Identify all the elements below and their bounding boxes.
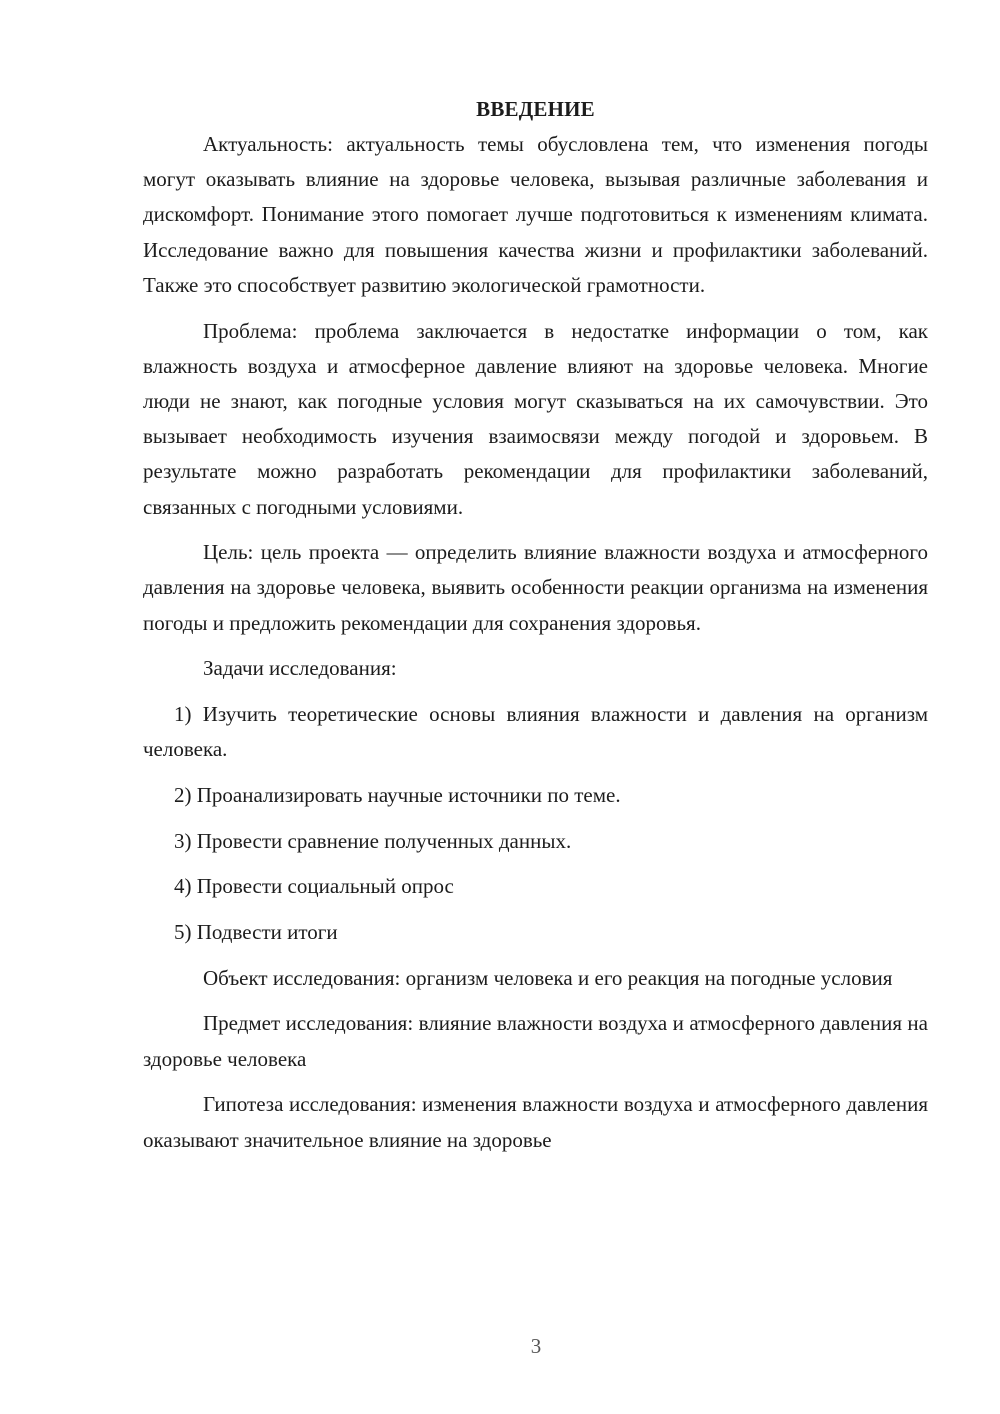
tasks-title: Задачи исследования: [203,656,397,681]
page-title: ВВЕДЕНИЕ [476,97,595,121]
task-item-5: 5) Подвести итоги [174,920,338,945]
task-item-1: 1) Изучить теоретические основы влияния влажности и давления на организм человека. [143,702,928,762]
goal-paragraph: Цель: цель проекта — определить влияние влажности воздуха и атмосферного давления на здоровье человека, выявить особенности реакции организма на изменения погоды и предложить рекомендации для сохранения здоровья. [143,540,928,635]
page-number: 3 [530,1334,542,1358]
subject-paragraph: Предмет исследования: влияние влажности воздуха и атмосферного давления на здоровье человека [143,1011,928,1071]
task-item-4: 4) Провести социальный опрос [174,874,454,899]
task-item-3: 3) Провести сравнение полученных данных. [174,828,572,853]
object-paragraph: Объект исследования: организм человека и его реакция на погодные условия [203,965,893,990]
problem-paragraph: Проблема: проблема заключается в недостатке информации о том, как влажность воздуха и атмосферное давление влияют на здоровье человека. Многие люди не знают, как погодные условия могут сказываться на их самочувствии. Это вызывает необходимость изучения взаимосвязи между погодой и здоровьем. В результате можно разработать рекомендации для профилактики заболеваний, связанных с погодными условиями. [143,318,928,519]
task-item-2: 2) Проанализировать научные источники по теме. [174,782,621,807]
document-page [143,92,928,1168]
relevance-paragraph: Актуальность: актуальность темы обусловлена тем, что изменения погоды могут оказывать влияние на здоровье человека, вызывая различные заболевания и дискомфорт. Понимание этого помогает лучше подготовиться к изменениям климата. Исследование важно для повышения качества жизни и профилактики заболеваний. Также это способствует развитию экологической грамотности. [143,132,928,297]
hypothesis-paragraph: Гипотеза исследования: изменения влажности воздуха и атмосферного давления оказывают значительное влияние на здоровье [143,1092,928,1152]
